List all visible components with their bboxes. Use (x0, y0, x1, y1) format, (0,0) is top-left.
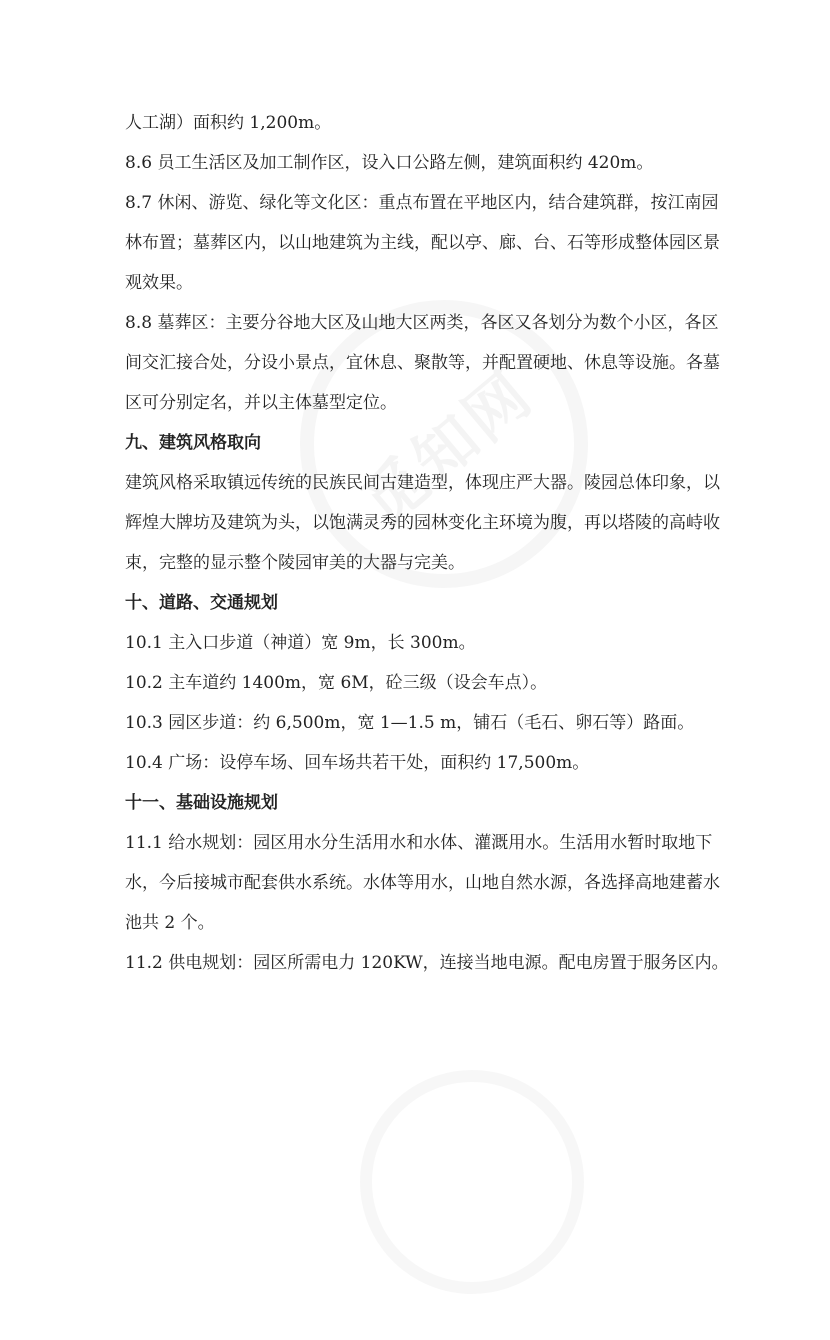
text-line: 林布置；墓葬区内，以山地建筑为主线，配以亭、廊、台、石等形成整体园区景 (125, 233, 720, 253)
section-heading-11: 十一、基础设施规划 (125, 793, 278, 813)
text-line: 人工湖）面积约 1,200m。 (125, 113, 332, 133)
document-body (125, 103, 729, 983)
text-line: 11.2 供电规划：园区所需电力 120KW，连接当地电源。配电房置于服务区内。 (125, 953, 729, 973)
section-heading-10: 十、道路、交通规划 (125, 593, 278, 613)
text-line: 水，今后接城市配套供水系统。水体等用水，山地自然水源，各选择高地建蓄水 (125, 873, 720, 893)
watermark-lower (314, 1024, 630, 1340)
text-line: 10.1 主入口步道（神道）宽 9m，长 300m。 (125, 633, 476, 653)
text-line: 间交汇接合处，分设小景点，宜休息、聚散等，并配置硬地、休息等设施。各墓 (125, 353, 720, 373)
text-line: 池共 2 个。 (125, 913, 215, 933)
text-line: 8.6 员工生活区及加工制作区，设入口公路左侧，建筑面积约 420m。 (125, 153, 654, 173)
text-line: 10.3 园区步道：约 6,500m，宽 1—1.5 m，铺石（毛石、卵石等）路面。 (125, 713, 695, 733)
text-line: 束，完整的显示整个陵园审美的大器与完美。 (125, 553, 465, 573)
text-line: 11.1 给水规划：园区用水分生活用水和水体、灌溉用水。生活用水暂时取地下 (125, 833, 713, 853)
text-line: 10.2 主车道约 1400m，宽 6M，砼三级（设会车点）。 (125, 673, 548, 693)
text-line: 观效果。 (125, 273, 193, 293)
section-heading-9: 九、建筑风格取向 (125, 433, 261, 453)
text-line: 辉煌大牌坊及建筑为头，以饱满灵秀的园林变化主环境为腹，再以塔陵的高峙收 (125, 513, 720, 533)
text-line: 建筑风格采取镇远传统的民族民间古建造型，体现庄严大器。陵园总体印象，以 (125, 473, 720, 493)
text-line: 8.7 休闲、游览、绿化等文化区：重点布置在平地区内，结合建筑群，按江南园 (125, 193, 719, 213)
text-line: 10.4 广场：设停车场、回车场共若干处，面积约 17,500m。 (125, 753, 590, 773)
text-line: 8.8 墓葬区：主要分谷地大区及山地大区两类，各区又各划分为数个小区，各区 (125, 313, 719, 333)
text-line: 区可分别定名，并以主体墓型定位。 (125, 393, 397, 413)
